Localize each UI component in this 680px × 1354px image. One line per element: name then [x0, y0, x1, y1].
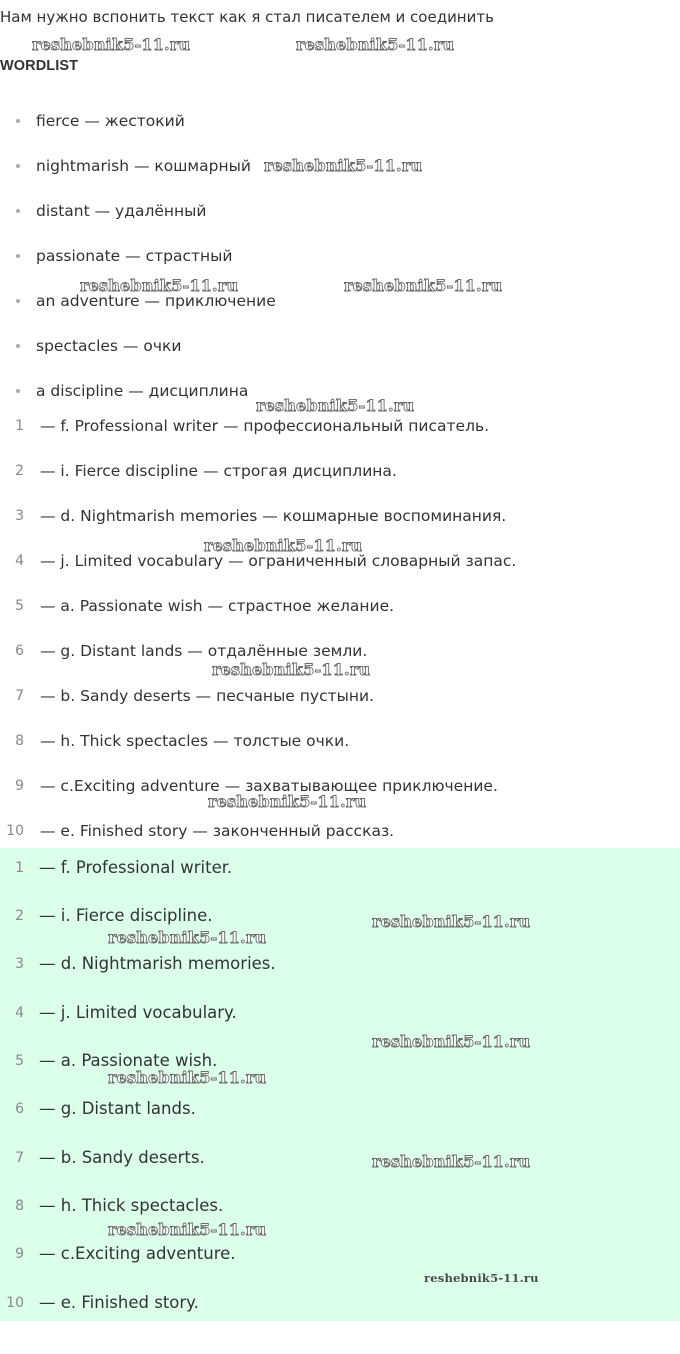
item-number: 3 [15, 508, 24, 524]
item-number: 6 [15, 1101, 24, 1117]
item-number: 3 [15, 956, 24, 972]
wordlist-item-text: a discipline — дисциплина [36, 382, 249, 400]
watermark: reshebnik5-11.ru [372, 1152, 531, 1171]
wordlist-item-text: an adventure — приключение [36, 292, 276, 310]
answer-text: — c.Exciting adventure. [39, 1244, 236, 1263]
answer-text: — f. Professional writer. [39, 858, 233, 877]
translation-text: — d. Nightmarish memories — кошмарные воспоминания. [40, 507, 507, 525]
answer-text: — i. Fierce discipline. [39, 906, 213, 925]
translation-text: — g. Distant lands — отдалённые земли. [40, 642, 368, 660]
item-number: 10 [6, 823, 24, 839]
wordlist-item-text: spectacles — очки [36, 337, 182, 355]
answer-text: — h. Thick spectacles. [39, 1196, 224, 1215]
translation-text: — c.Exciting adventure — захватывающее приключение. [40, 777, 498, 795]
item-number: 8 [15, 733, 24, 749]
answer-panel [0, 848, 680, 1321]
wordlist-heading: WORDLIST [0, 58, 79, 74]
bullet-icon [16, 344, 20, 348]
item-number: 6 [15, 643, 24, 659]
watermark: reshebnik5-11.ru [264, 156, 423, 175]
translation-text: — i. Fierce discipline — строгая дисциплина. [40, 462, 397, 480]
translation-text: — j. Limited vocabulary — ограниченный словарный запас. [40, 552, 517, 570]
bullet-icon [16, 209, 20, 213]
translation-text: — e. Finished story — законченный рассказ. [40, 822, 395, 840]
wordlist-item-text: nightmarish — кошмарный [36, 157, 251, 175]
watermark: reshebnik5-11.ru [344, 276, 503, 295]
bullet-icon [16, 299, 20, 303]
item-number: 8 [15, 1198, 24, 1214]
watermark: reshebnik5-11.ru [372, 1032, 531, 1051]
watermark: reshebnik5-11.ru [32, 35, 191, 54]
bullet-icon [16, 254, 20, 258]
watermark: reshebnik5-11.ru [208, 792, 367, 811]
translation-text: — a. Passionate wish — страстное желание. [40, 597, 395, 615]
item-number: 7 [15, 1150, 24, 1166]
answer-text: — a. Passionate wish. [39, 1051, 218, 1070]
item-number: 4 [15, 553, 24, 569]
wordlist-item-text: passionate — страстный [36, 247, 233, 265]
wordlist-item-text: distant — удалённый [36, 202, 207, 220]
item-number: 4 [15, 1005, 24, 1021]
item-number: 2 [15, 908, 24, 924]
translation-text: — f. Professional writer — профессиональный писатель. [40, 417, 490, 435]
translation-text: — h. Thick spectacles — толстые очки. [40, 732, 350, 750]
watermark: reshebnik5-11.ru [372, 912, 531, 931]
wordlist-item-text: fierce — жестокий [36, 112, 185, 130]
answer-text: — d. Nightmarish memories. [39, 954, 276, 973]
item-number: 5 [15, 1053, 24, 1069]
item-number: 1 [15, 860, 24, 876]
translation-text: — b. Sandy deserts — песчаные пустыни. [40, 687, 374, 705]
item-number: 7 [15, 688, 24, 704]
watermark: reshebnik5-11.ru [296, 35, 455, 54]
watermark: reshebnik5-11.ru [80, 276, 239, 295]
answer-text: — j. Limited vocabulary. [39, 1003, 237, 1022]
item-number: 9 [15, 778, 24, 794]
bullet-icon [16, 389, 20, 393]
answer-text: — g. Distant lands. [39, 1099, 196, 1118]
watermark: reshebnik5-11.ru [108, 1068, 267, 1087]
item-number: 9 [15, 1246, 24, 1262]
item-number: 5 [15, 598, 24, 614]
item-number: 1 [15, 418, 24, 434]
bullet-icon [16, 119, 20, 123]
watermark: reshebnik5-11.ru [212, 660, 371, 679]
bullet-icon [16, 164, 20, 168]
item-number: 2 [15, 463, 24, 479]
item-number: 10 [6, 1295, 24, 1311]
watermark: reshebnik5-11.ru [256, 396, 415, 415]
watermark: reshebnik5-11.ru [204, 536, 363, 555]
answer-text: — b. Sandy deserts. [39, 1148, 205, 1167]
question-text: Нам нужно вспонить текст как я стал писателем и соединить [0, 8, 494, 26]
answer-text: — e. Finished story. [39, 1293, 199, 1312]
watermark: reshebnik5-11.ru [108, 1220, 267, 1239]
watermark: reshebnik5-11.ru [424, 1271, 539, 1285]
watermark: reshebnik5-11.ru [108, 928, 267, 947]
